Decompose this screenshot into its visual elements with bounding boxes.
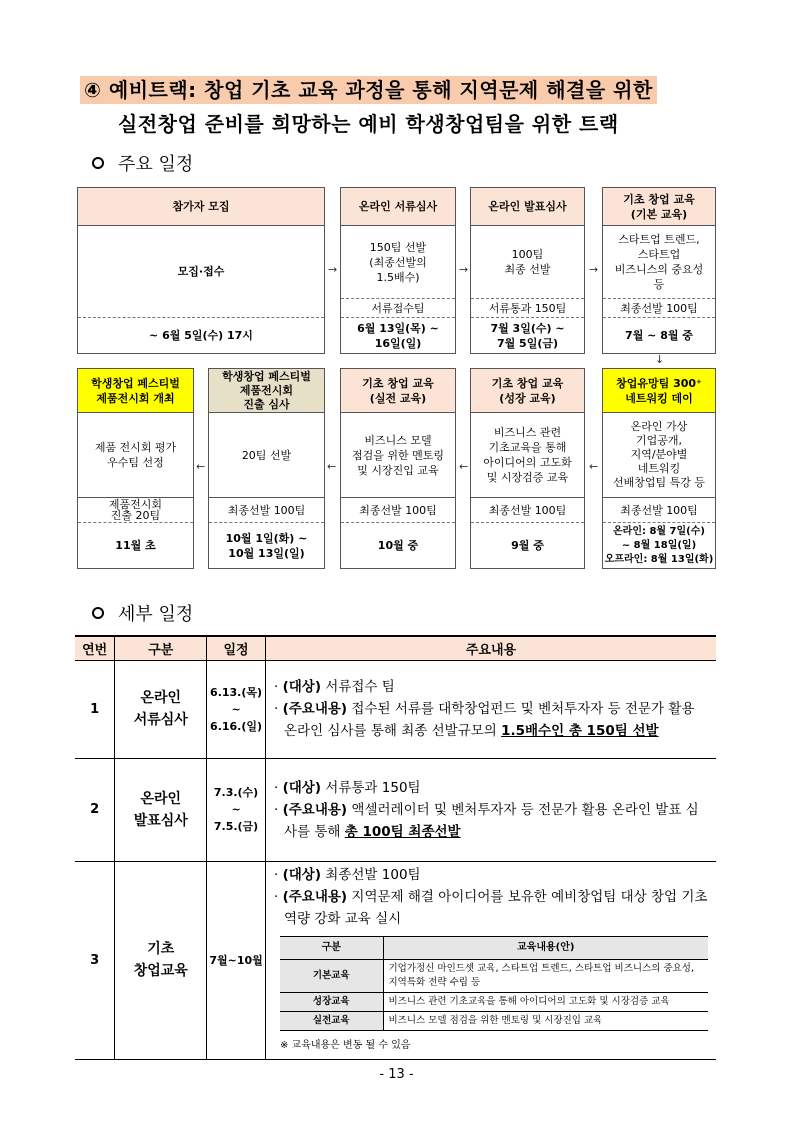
flow-box-body: 20팀 선발 <box>241 448 292 462</box>
flow-box-header: 창업유망팀 300⁺ 네트워킹 데이 <box>603 369 715 413</box>
inner-row: 실전교육 비즈니스 모델 점검을 위한 멘토링 및 시장진입 교육 <box>280 1011 708 1030</box>
row-content: · (대상) 서류통과 150팀 · (주요내용) 액셀러레이터 및 벤처투자자 등 전문가 활용 온라인 발표 심사를 통해 총 100팀 최종선발 <box>266 758 717 861</box>
inner-col-header: 구분 <box>280 936 383 959</box>
arrow-left-icon: ← <box>196 460 206 473</box>
table-row <box>75 660 716 758</box>
row-date: 6.13.(목) ~ 6.16.(일) <box>207 660 266 758</box>
detail-schedule-table <box>75 635 716 1060</box>
flow-box-sub: 최종선발 100팀 <box>603 497 715 523</box>
flow-box-exhibition <box>77 368 194 569</box>
flow-box-sub: 최종선발 100팀 <box>471 497 584 523</box>
arrow-right-icon: → <box>589 263 599 276</box>
flow-box-presentation-review <box>470 187 585 354</box>
flow-box-body: 제품 전시회 평가 우수팀 선정 <box>94 441 177 469</box>
flow-box-exhibition-review <box>208 368 325 569</box>
inner-row: 성장교육 비즈니스 관련 기초교육을 통해 아이디어의 고도화 및 시장검증 교육 <box>280 992 708 1011</box>
row-category: 온라인 서류심사 <box>115 660 207 758</box>
flow-box-date: 10월 중 <box>377 539 419 552</box>
flow-box-header: 학생창업 페스티벌 제품전시회 개최 <box>78 369 193 413</box>
flow-box-body: 100팀 최종 선발 <box>504 248 551 276</box>
flow-box-body: 스타트업 트렌드, 스타트업 비즈니스의 중요성 등 <box>614 233 704 291</box>
flow-box-body: 비즈니스 모델 점검을 위한 멘토링 및 시장진입 교육 <box>351 433 444 477</box>
flow-box-date: 7월 3일(수) ~ 7월 5일(금) <box>490 321 565 350</box>
flow-box-header: 기초 창업 교육 (기본 교육) <box>603 188 715 226</box>
circle-bullet-icon <box>92 607 104 619</box>
flow-box-date: 9월 중 <box>511 539 544 552</box>
flow-box-sub: 서류통과 150팀 <box>471 298 584 318</box>
row-date: 7.3.(수) ~ 7.5.(금) <box>207 758 266 861</box>
flow-box-growth-education <box>470 368 585 569</box>
row-date: 7월~10월 <box>207 861 266 1059</box>
flow-box-header: 기초 창업 교육 (성장 교육) <box>471 369 584 413</box>
row-content: · (대상) 최종선발 100팀 · (주요내용) 지역문제 해결 아이디어를 보유한 예비창업팀 대상 창업 기초 역량 강화 교육 실시 구분 교육내용(안) 기본교육 기업가정신 마인드셋 교육, 스타트업 트렌드, 스타트업 비즈니스의 중요성, 지역특화 전략 수립 등 성장교육 비즈니스 관련 기초교육을 통해 아이디어의 고도화 및 시장검증 교육 실전교육 비즈니스 모델 점검을 위한 멘토링 및 시장진입 교육 ※ 교육내용은 변동 될 수 있음 <box>266 861 717 1059</box>
arrow-right-icon: → <box>328 263 338 276</box>
row-num: 3 <box>75 861 115 1059</box>
table-row <box>75 758 716 861</box>
col-header-category: 구분 <box>115 636 207 660</box>
row-num: 2 <box>75 758 115 861</box>
arrow-right-icon: → <box>459 263 469 276</box>
flow-box-header: 참가자 모집 <box>78 188 324 226</box>
flow-box-basic-education <box>602 187 716 354</box>
col-header-content: 주요내용 <box>266 636 717 660</box>
col-header-date: 일정 <box>207 636 266 660</box>
flow-box-header: 학생창업 페스티벌 제품전시회 진출 심사 <box>209 369 324 413</box>
flow-box-doc-review <box>340 187 456 354</box>
flow-box-date: 6월 13일(목) ~ 16일(일) <box>357 321 439 350</box>
heading-line-1: ④ 예비트랙: 창업 기초 교육 과정을 통해 지역문제 해결을 위한 <box>80 76 657 104</box>
row-content: · (대상) 서류접수 팀 · (주요내용) 접수된 서류를 대학창업펀드 및 벤처투자자 등 전문가 활용 온라인 심사를 통해 최종 선발규모의 1.5배수인 총 150팀 선발 <box>266 660 717 758</box>
section-heading <box>80 76 720 138</box>
flow-box-date: ~ 6월 5일(수) 17시 <box>149 329 253 342</box>
flow-box-sub: 최종선발 100팀 <box>341 497 455 523</box>
heading-line-2: 실전창업 준비를 희망하는 예비 학생창업팀을 위한 트랙 <box>118 112 619 136</box>
education-content-table <box>280 936 708 1031</box>
table-header-row <box>75 636 716 660</box>
col-header-num: 연번 <box>75 636 115 660</box>
table-row <box>75 861 716 1059</box>
detail-title: 세부 일정 <box>92 600 193 626</box>
flow-box-date: 11월 초 <box>115 539 156 552</box>
circle-bullet-icon <box>92 157 104 169</box>
flow-box-date: 온라인: 8월 7일(수) ~ 8월 18일(일) 오프라인: 8월 13일(화) <box>604 525 714 565</box>
flow-box-body: 모집·접수 <box>78 226 324 318</box>
emphasis-text: 1.5배수인 총 150팀 선발 <box>501 723 659 739</box>
inner-row: 기본교육 기업가정신 마인드셋 교육, 스타트업 트렌드, 스타트업 비즈니스의 중요성, 지역특화 전략 수립 등 <box>280 959 708 992</box>
flow-box-practical-education <box>340 368 456 569</box>
inner-col-header: 교육내용(안) <box>383 936 708 959</box>
flow-box-body: 150팀 선발 (최종선발의 1.5배수) <box>369 240 427 284</box>
emphasis-text: 총 100팀 최종선발 <box>344 823 461 840</box>
flow-box-sub: 서류접수팀 <box>341 298 455 318</box>
row-num: 1 <box>75 660 115 758</box>
flow-box-sub: 최종선발 100팀 <box>209 497 324 523</box>
flow-box-sub: 최종선발 100팀 <box>603 298 715 318</box>
flow-box-header: 온라인 발표심사 <box>471 188 584 226</box>
arrow-left-icon: ← <box>589 460 599 473</box>
flow-box-header: 기초 창업 교육 (실전 교육) <box>341 369 455 413</box>
arrow-left-icon: ← <box>327 460 337 473</box>
flow-box-header: 온라인 서류심사 <box>341 188 455 226</box>
flow-box-recruit <box>77 187 325 354</box>
row-category: 기초 창업교육 <box>115 861 207 1059</box>
page-number: - 13 - <box>379 1067 414 1082</box>
education-note: ※ 교육내용은 변동 될 수 있음 <box>280 1039 411 1051</box>
flow-box-date: 7월 ~ 8월 중 <box>625 329 693 342</box>
row-category: 온라인 발표심사 <box>115 758 207 861</box>
flow-box-networking-day <box>602 368 716 569</box>
flow-box-sub: 제품전시회 진출 20팀 <box>78 497 193 523</box>
arrow-down-icon: ↓ <box>655 353 665 366</box>
schedule-title: 주요 일정 <box>92 150 193 176</box>
flow-box-date: 10월 1일(화) ~ 10월 13일(일) <box>225 531 308 560</box>
arrow-left-icon: ← <box>459 460 469 473</box>
flow-box-body: 온라인 가상 기업공개, 지역/분야별 네트워킹 선배창업팀 특강 등 <box>612 420 705 489</box>
flow-box-body: 비즈니스 관련 기초교육을 통해 아이디어의 고도화 및 시장검증 교육 <box>483 426 572 484</box>
